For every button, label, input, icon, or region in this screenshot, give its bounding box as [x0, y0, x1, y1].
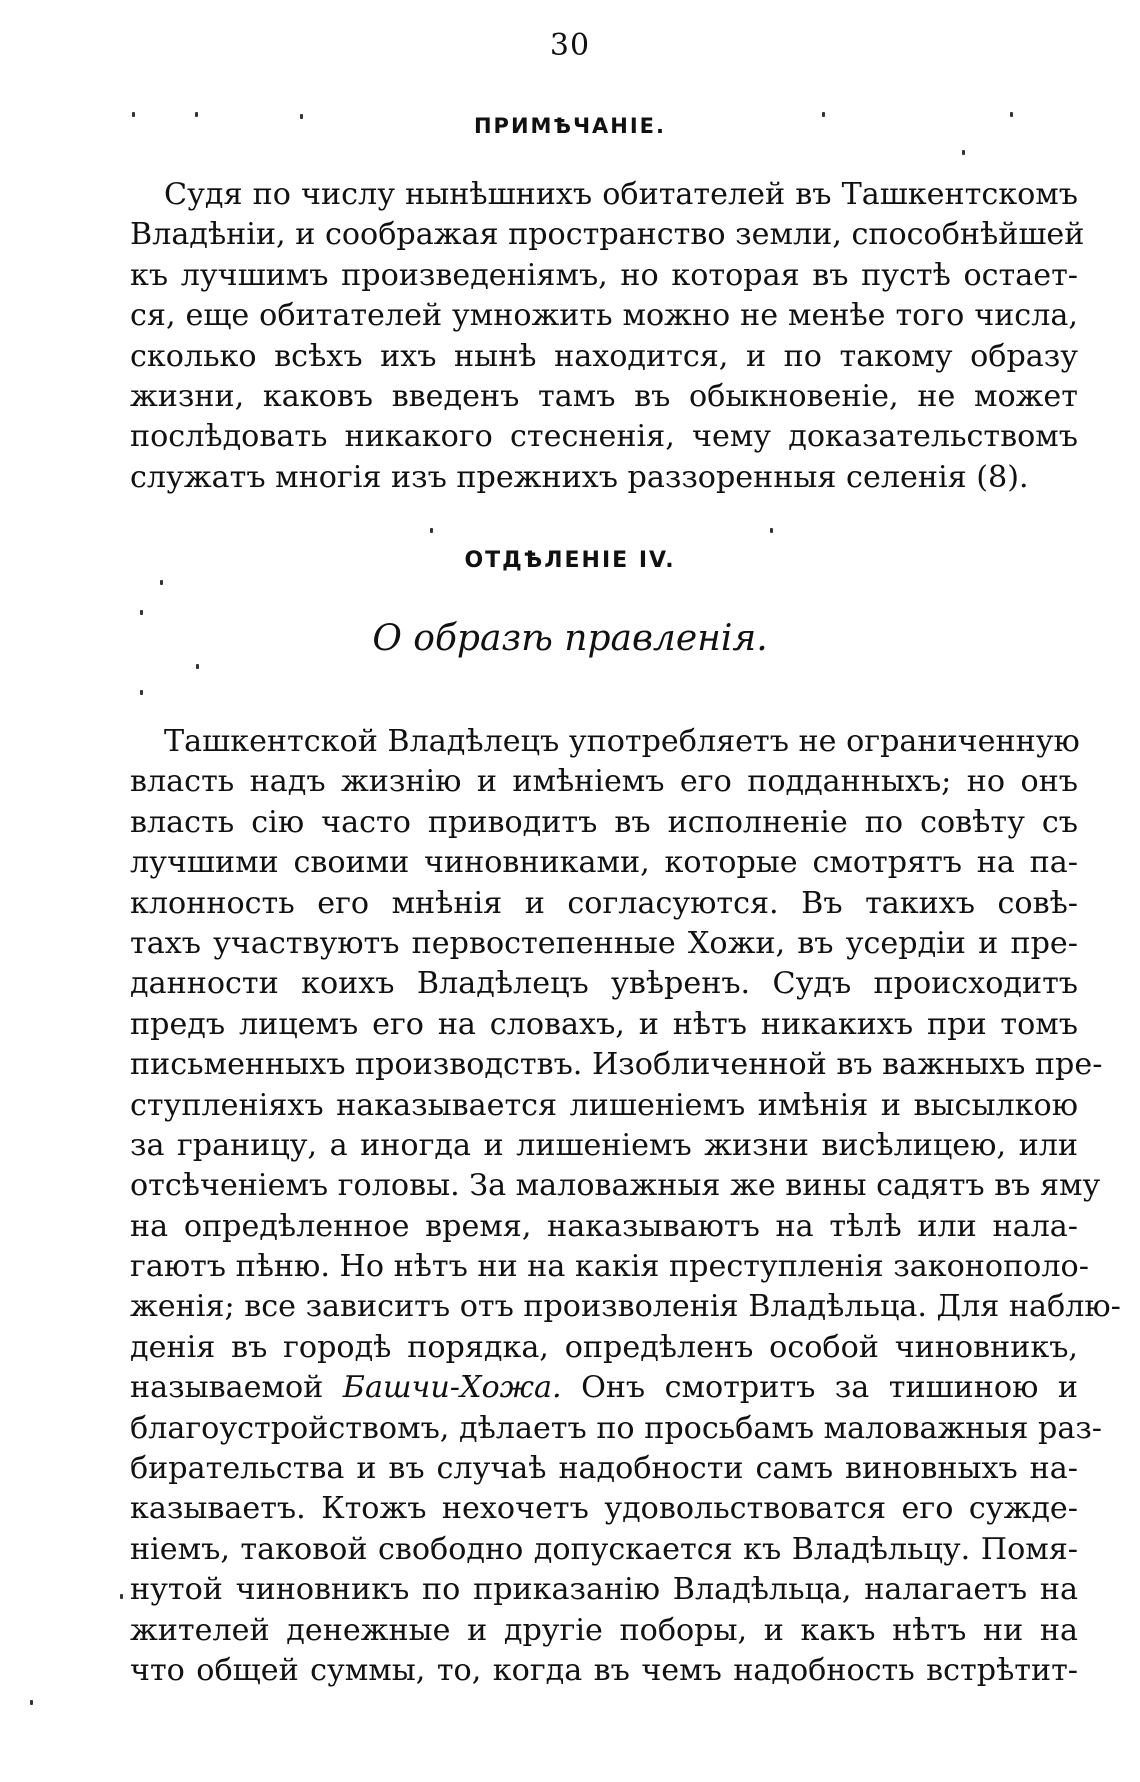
scan-speck — [430, 528, 433, 533]
scan-speck — [195, 112, 198, 117]
body-line: ніемъ, таковой свободно допускается къ Владѣльцу. Помя- — [130, 1531, 1078, 1567]
scan-speck — [770, 528, 773, 533]
scan-speck — [140, 610, 143, 615]
note-line: Судя по числу нынѣшнихъ обитателей въ Ташкентскомъ — [164, 177, 1078, 212]
body-text-fragment: Онъ смотритъ за тишиною и — [561, 1370, 1078, 1406]
body-line: власть надъ жизнію и имѣніемъ его подданныхъ; но онъ — [130, 764, 1078, 800]
scan-speck — [962, 150, 965, 155]
scan-speck — [30, 1700, 33, 1705]
note-line: служатъ многія изъ прежнихъ раззоренныя селенія (8). — [130, 459, 1029, 495]
body-line: предъ лицемъ его на словахъ, и нѣтъ никакихъ при томъ — [130, 1006, 1078, 1042]
note-paragraph — [130, 175, 1085, 498]
body-line: данности коихъ Владѣлецъ увѣренъ. Судъ происходитъ — [130, 966, 1078, 1002]
body-line: ступленіяхъ наказывается лишеніемъ имѣнія и высылкою — [130, 1087, 1078, 1123]
note-line: послѣдовать никакого стесненія, чему доказательствомъ — [130, 419, 1078, 455]
body-line: Ташкентской Владѣлецъ употребляетъ не ограниченную — [164, 724, 1080, 759]
scan-speck — [300, 114, 303, 119]
body-line: на опредѣленное время, наказываютъ на тѣлѣ или нала- — [130, 1208, 1078, 1244]
section-title: О образѣ правленія. — [372, 618, 768, 659]
note-line: къ лучшимъ произведеніямъ, но которая въ пустѣ остает- — [130, 257, 1078, 293]
note-line: Владѣніи, и соображая пространство земли, способнѣйшей — [130, 217, 1085, 253]
body-line: власть сію часто приводитъ въ исполненіе по совѣту съ — [130, 804, 1078, 840]
body-line-with-italic — [130, 1368, 1078, 1408]
body-paragraph — [130, 722, 1121, 1691]
scan-speck — [120, 1594, 123, 1599]
body-line: лучшими своими чиновниками, которые смотрятъ на па- — [130, 845, 1078, 881]
body-line: отсѣченіемъ головы. За маловажныя же вины садятъ въ яму — [130, 1168, 1101, 1204]
note-line: сколько всѣхъ ихъ нынѣ находится, и по такому образу — [130, 338, 1078, 374]
body-line: письменныхъ производствъ. Изобличенной въ важныхъ пре- — [130, 1047, 1103, 1083]
note-line: жизни, каковъ введенъ тамъ въ обыкновеніе, не может — [130, 378, 1078, 414]
italic-title-bashchi-khozha: Башчи-Хожа. — [342, 1370, 562, 1406]
scan-speck — [132, 112, 135, 117]
scan-speck — [140, 690, 143, 695]
body-line: нутой чиновникъ по приказанію Владѣльца, налагаетъ на — [130, 1572, 1078, 1608]
body-line: что общей суммы, то, когда въ чемъ надобность встрѣтит- — [130, 1652, 1078, 1688]
section-heading: ОТДѢЛЕНІЕ IV. — [464, 548, 676, 573]
note-line: ся, еще обитателей умножить можно не менѣе того числа, — [130, 298, 1078, 334]
body-line: казываетъ. Ктожъ нехочетъ удовольствоватся его сужде- — [130, 1491, 1078, 1527]
body-line: клонность его мнѣнія и согласуются. Въ такихъ совѣ- — [130, 885, 1078, 921]
body-line: тахъ участвуютъ первостепенные Хожи, въ усердіи и пре- — [130, 925, 1078, 961]
note-heading: ПРИМѢЧАНІЕ. — [473, 114, 667, 138]
scan-speck — [1010, 112, 1013, 117]
body-line: благоустройствомъ, дѣлаетъ по просьбамъ маловажныя раз- — [130, 1410, 1102, 1446]
scan-speck — [822, 112, 825, 117]
page-number: 30 — [549, 28, 591, 63]
scan-speck — [196, 664, 199, 669]
body-line: женія; все зависитъ отъ произволенія Владѣльца. Для наблю- — [130, 1289, 1121, 1325]
body-line: за границу, а иногда и лишеніемъ жизни висѣлицею, или — [130, 1127, 1078, 1163]
body-line: жителей денежные и другіе поборы, и какъ нѣтъ ни на — [130, 1612, 1078, 1648]
scan-speck — [160, 580, 163, 585]
body-line: бирательства и въ случаѣ надобности самъ виновныхъ на- — [130, 1451, 1078, 1487]
body-line: денія въ городѣ порядка, опредѣленъ особой чиновникъ, — [130, 1329, 1078, 1365]
body-line: гаютъ пѣню. Но нѣтъ ни на какія преступленія законополо- — [130, 1249, 1089, 1285]
body-text-fragment: называемой — [130, 1370, 343, 1406]
